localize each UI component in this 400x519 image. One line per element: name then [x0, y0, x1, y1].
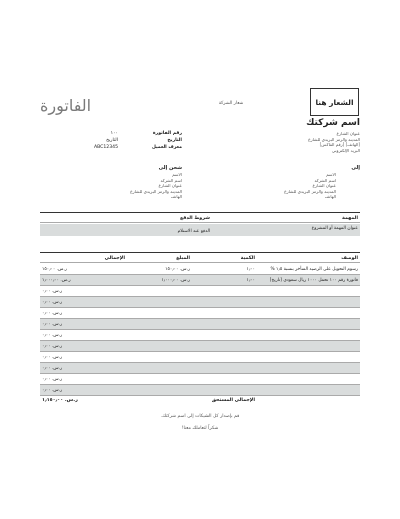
unit-price-header: المبلغ — [176, 256, 190, 261]
table-row — [40, 286, 360, 297]
bill-to-line: الاسم — [326, 172, 336, 177]
ship-to-line: الهاتف — [170, 194, 182, 200]
company-name: اسم شركتك — [306, 118, 360, 128]
table-row — [40, 385, 360, 396]
ship-to-line: اسم الشركة — [160, 177, 182, 183]
item-line-total: ر.س. ٠٫٠٠ — [42, 366, 63, 371]
logo-caption: شعار الشركة — [218, 101, 244, 106]
ship-to-address — [62, 172, 182, 200]
item-quantity: ١٫٠٠ — [246, 267, 255, 272]
company-line: البريد الإلكتروني — [331, 147, 360, 153]
bill-to-address — [216, 172, 336, 200]
bill-to-line: المدينة والرمز البريدي للشارع — [284, 188, 336, 194]
item-line-total: ر.س. ٠٫٠٠ — [42, 377, 63, 382]
date-value: التاريخ — [106, 138, 118, 143]
logo-placeholder: الشعار هنا — [310, 88, 359, 116]
customer-id-value: ABC12345 — [93, 145, 118, 150]
quantity-header: الكمية — [240, 256, 255, 261]
table-row — [40, 341, 360, 352]
thank-you-note: شكراً لتعاملك معنا! — [181, 426, 219, 431]
invoice-title: الفاتورة — [40, 96, 92, 115]
job-value: عنوان المهمة أو المشروع — [311, 226, 358, 231]
item-line-total: ر.س. ٠٫٠٠ — [42, 289, 63, 294]
table-row — [40, 297, 360, 308]
ship-to-label: شحن إلى — [158, 165, 182, 171]
date-label: التاريخ — [167, 138, 182, 143]
item-line-total: ر.س. ٠٫٠٠ — [42, 355, 63, 360]
payment-terms-header: شروط الدفع — [180, 216, 210, 221]
ship-to-line: عنوان الشارع — [158, 183, 182, 189]
payable-note: قم بإصدار كل الشيكات إلى اسم شركتك. — [160, 414, 240, 419]
company-line: [الهاتف] [رقم الفاكس] — [319, 142, 360, 148]
table-row — [40, 319, 360, 330]
item-description: فاتورة رقم ١٠٠ تحمل ١٠٠٠ ريال سعودي [تاريخ] — [269, 278, 358, 283]
invoice-number-label: رقم الفاتورة — [152, 131, 182, 136]
terms-table-top-rule — [40, 212, 360, 213]
table-row — [40, 330, 360, 341]
terms-value-row — [40, 224, 360, 236]
item-line-total: ر.س. ١٫٠٠٠٫٠٠ — [42, 278, 71, 283]
bill-to-line: عنوان الشارع — [312, 183, 336, 189]
terms-header-row — [40, 214, 360, 223]
ship-to-line: المدينة والرمز البريدي للشارع — [130, 188, 182, 194]
table-row — [40, 264, 360, 275]
item-line-total: ر.س. ٠٫٠٠ — [42, 388, 63, 393]
item-line-total: ر.س. ٠٫٠٠ — [42, 322, 63, 327]
bill-to-label: إلى — [351, 165, 360, 171]
ship-to-line: الاسم — [172, 172, 182, 177]
company-address — [210, 131, 360, 153]
item-line-total: ر.س. ١٥٠٫٠٠ — [42, 267, 67, 272]
item-unit-price: ر.س. ١٥٠٫٠٠ — [165, 267, 190, 272]
table-row — [40, 352, 360, 363]
item-line-total: ر.س. ٠٫٠٠ — [42, 333, 63, 338]
item-line-total: ر.س. ٠٫٠٠ — [42, 300, 63, 305]
total-due-value: ر.س. ١٫١٥٠٫٠٠ — [42, 398, 78, 403]
description-header: الوصف — [341, 256, 358, 261]
payment-terms-value: الدفع عند الاستلام — [177, 229, 210, 234]
items-table-top-rule — [40, 252, 360, 253]
table-row — [40, 308, 360, 319]
table-row — [40, 275, 360, 286]
items-header-row — [40, 254, 360, 263]
table-row — [40, 374, 360, 385]
table-row — [40, 363, 360, 374]
bill-to-line: اسم الشركة — [314, 177, 336, 183]
company-line: عنوان الشارع — [336, 131, 360, 136]
item-description: رسوم التحويل على الرصيد المتأخر بنسبة ١٫٥ % — [270, 267, 358, 272]
invoice-number-value: ١٠٠ — [110, 131, 118, 136]
job-header: المهمة — [342, 216, 358, 221]
customer-id-label: معرف العميل — [151, 145, 182, 150]
item-line-total: ر.س. ٠٫٠٠ — [42, 344, 63, 349]
total-row — [40, 396, 360, 405]
item-unit-price: ر.س. ١٫٠٠٠٫٠٠ — [161, 278, 190, 283]
bill-to-line: الهاتف — [324, 194, 336, 200]
line-total-header: الإجمالي — [104, 256, 125, 261]
item-line-total: ر.س. ٠٫٠٠ — [42, 311, 63, 316]
total-due-label: الإجمالي المستحق — [211, 398, 255, 403]
item-quantity: ١٫٠٠ — [246, 278, 255, 283]
company-line: المدينة والرمز البريدي للشارع — [308, 136, 360, 142]
